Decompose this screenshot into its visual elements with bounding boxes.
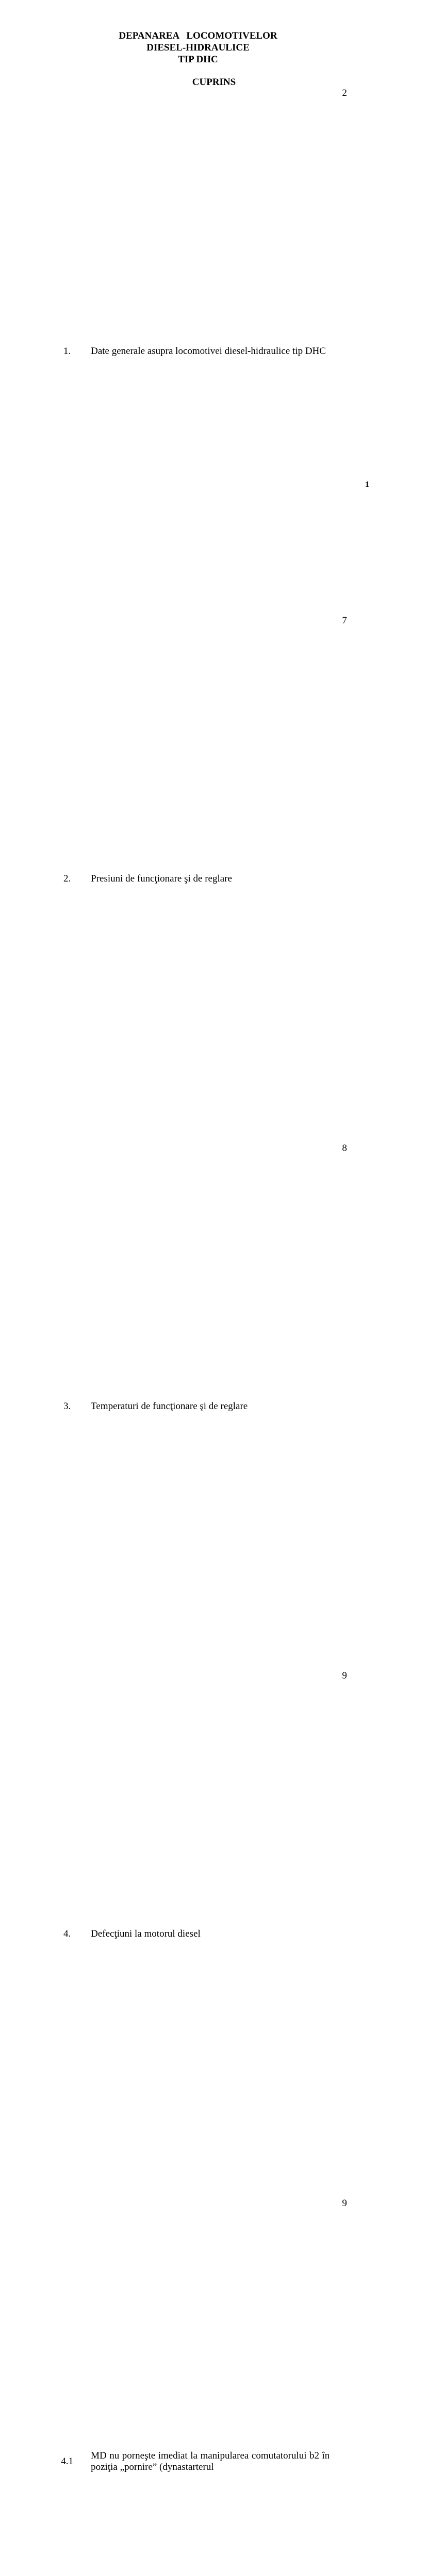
toc-entry-number: 2.	[63, 873, 71, 884]
toc-entry	[43, 615, 373, 1143]
document-title	[0, 30, 396, 65]
toc-entry	[43, 88, 373, 615]
toc-entry-title: Presiuni de funcţionare şi de reglare	[91, 873, 232, 884]
toc-entry-title: Defecţiuni la motorul diesel	[91, 1928, 201, 1939]
toc-entry-number: 4.1	[61, 2455, 73, 2467]
table-of-contents	[43, 88, 373, 2576]
toc-entry	[43, 2198, 373, 2576]
toc-entry-title: Date generale asupra locomotivei diesel-hidraulice tip DHC	[91, 345, 326, 357]
toc-entry-number: 3.	[63, 1400, 71, 1412]
toc-entry-number: 4.	[63, 1928, 71, 1939]
toc-entry-number: 1.	[63, 345, 71, 357]
toc-entry-page: 8	[342, 1143, 347, 1154]
title-line-1: DEPANAREA LOCOMOTIVELOR	[119, 30, 277, 41]
toc-entry-title: Temperaturi de funcţionare şi de reglare	[91, 1400, 248, 1412]
toc-entry	[43, 1670, 373, 2198]
page-number: 1	[365, 480, 369, 489]
toc-entry-page: 9	[342, 1670, 347, 1681]
toc-entry-page: 7	[342, 615, 347, 626]
toc-entry-page: 2	[342, 88, 347, 98]
toc-entry-title: MD nu porneşte imediat la manipularea comutatorului b2 în poziţia „pornire” (dynastarterul	[91, 2450, 330, 2472]
title-line-3: TIP DHC	[178, 54, 218, 65]
title-line-2: DIESEL-HIDRAULICE	[146, 42, 250, 53]
toc-entry-page: 9	[342, 2198, 347, 2209]
toc-heading: CUPRINS	[192, 77, 236, 88]
toc-entry	[43, 1143, 373, 1670]
